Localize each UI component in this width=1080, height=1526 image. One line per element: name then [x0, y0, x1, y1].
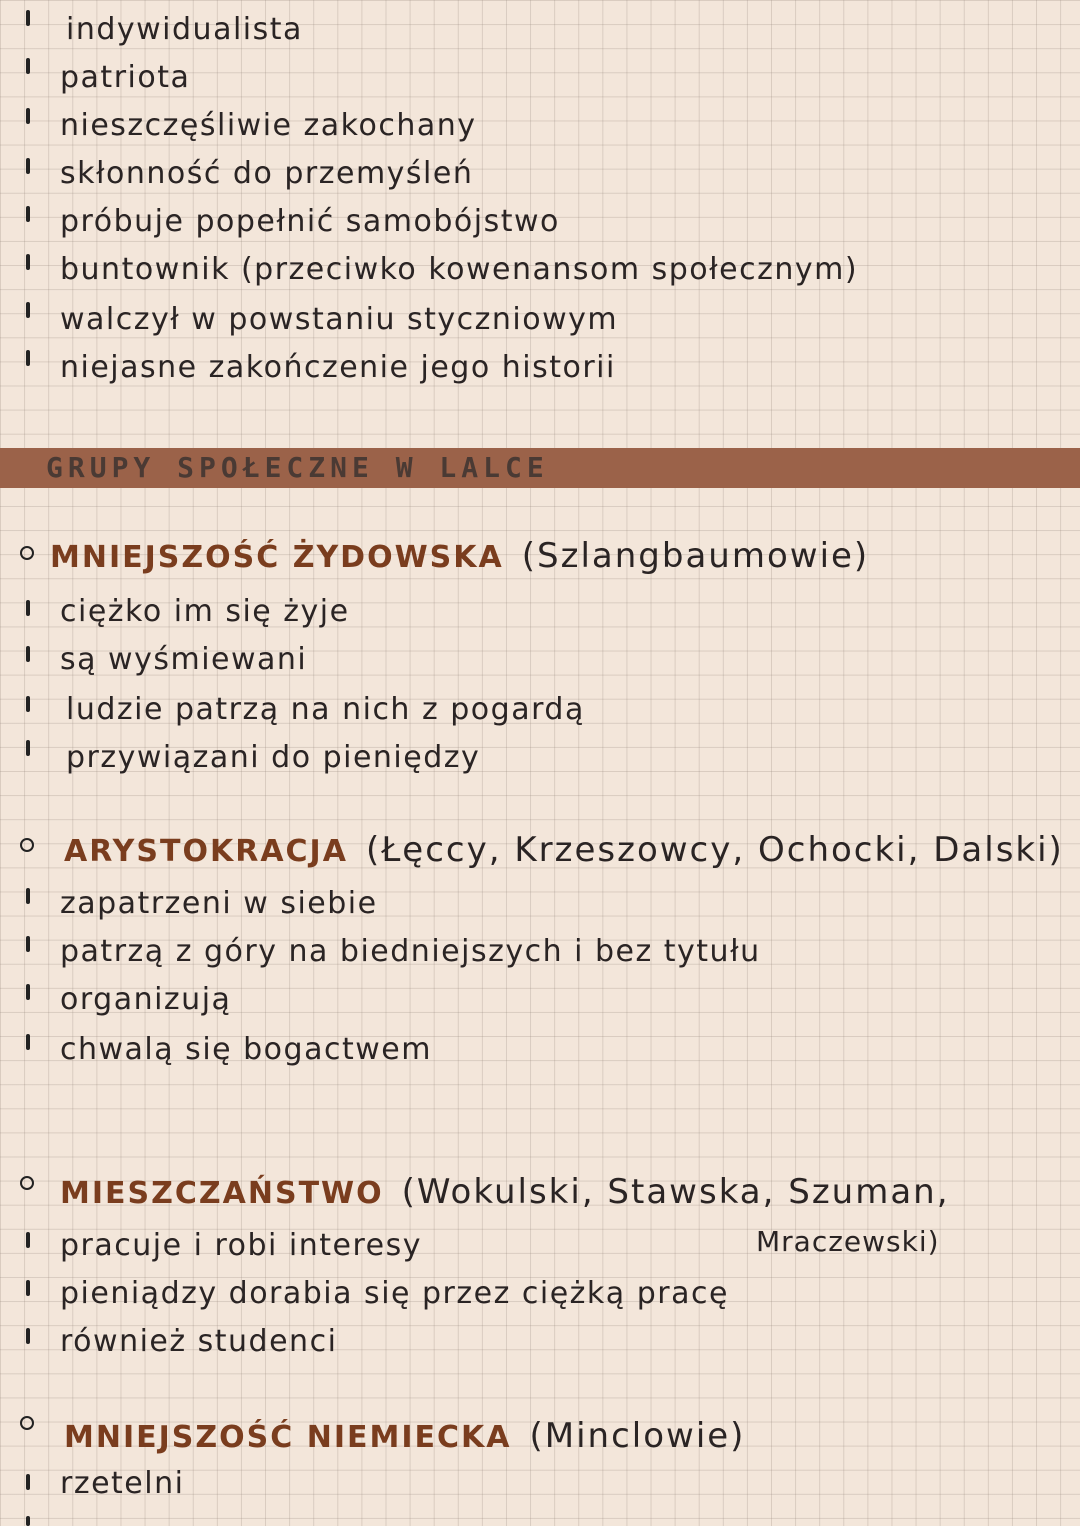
list-item: są wyśmiewani: [60, 642, 308, 677]
list-item: ciężko im się żyje: [60, 594, 350, 629]
list-item: patriota: [60, 60, 191, 95]
list-item: nieszczęśliwie zakochany: [60, 108, 477, 143]
dash-marker: [26, 254, 30, 270]
section-paren-continued: Mraczewski): [756, 1225, 940, 1258]
list-item: niejasne zakończenie jego historii: [60, 350, 616, 385]
list-item: chwalą się bogactwem: [60, 1032, 432, 1067]
dash-marker: [26, 740, 30, 756]
list-item: buntownik (przeciwko kowenansom społecznym): [60, 252, 859, 287]
list-item: organizują: [60, 982, 232, 1017]
dash-marker: [26, 58, 30, 74]
circle-bullet: [20, 546, 34, 560]
list-item: walczył w powstaniu styczniowym: [60, 302, 619, 337]
list-item: przywiązani do pieniędzy: [66, 740, 481, 775]
dash-marker: [26, 1516, 30, 1526]
dash-marker: [26, 350, 30, 366]
list-item: skłonność do przemyśleń: [60, 156, 474, 191]
dash-marker: [26, 888, 30, 904]
list-item: próbuje popełnić samobójstwo: [60, 204, 560, 239]
list-item: zapatrzeni w siebie: [60, 886, 378, 921]
section-heading: MIESZCZAŃSTWO: [60, 1176, 384, 1211]
list-item: rzetelni: [60, 1466, 185, 1501]
dash-marker: [26, 1034, 30, 1050]
list-item: pracuje i robi interesy: [60, 1228, 422, 1263]
dash-marker: [26, 1474, 30, 1490]
dash-marker: [26, 10, 30, 26]
dash-marker: [26, 984, 30, 1000]
dash-marker: [26, 1328, 30, 1344]
dash-marker: [26, 646, 30, 662]
dash-marker: [26, 696, 30, 712]
dash-marker: [26, 158, 30, 174]
dash-marker: [26, 600, 30, 616]
circle-bullet: [20, 1176, 34, 1190]
circle-bullet: [20, 838, 34, 852]
list-item: również studenci: [60, 1324, 338, 1359]
section-paren: (Wokulski, Stawska, Szuman,: [401, 1172, 950, 1212]
dash-marker: [26, 1232, 30, 1248]
section-paren: (Szlangbaumowie): [521, 536, 870, 576]
list-item: ludzie patrzą na nich z pogardą: [66, 692, 585, 727]
section-heading-row: [60, 1164, 950, 1220]
section-heading: MNIEJSZOŚĆ NIEMIECKA: [64, 1420, 512, 1455]
dash-marker: [26, 302, 30, 318]
list-item: pieniądzy dorabia się przez ciężką pracę: [60, 1276, 729, 1311]
section-heading-row: [50, 528, 869, 584]
dash-marker: [26, 108, 30, 124]
section-heading: MNIEJSZOŚĆ ŻYDOWSKA: [50, 540, 504, 575]
circle-bullet: [20, 1416, 34, 1430]
list-item: patrzą z góry na biedniejszych i bez tytułu: [60, 934, 761, 969]
section-heading: ARYSTOKRACJA: [64, 834, 348, 869]
section-heading-row: [64, 822, 1064, 878]
dash-marker: [26, 206, 30, 222]
section-heading-row: [64, 1408, 745, 1464]
section-paren: (Łęccy, Krzeszowcy, Ochocki, Dalski): [365, 830, 1064, 870]
banner-title: GRUPY SPOŁECZNE W LALCE: [46, 451, 549, 484]
list-item: indywidualista: [66, 12, 303, 47]
section-paren: (Minclowie): [529, 1416, 746, 1456]
dash-marker: [26, 1280, 30, 1296]
dash-marker: [26, 936, 30, 952]
